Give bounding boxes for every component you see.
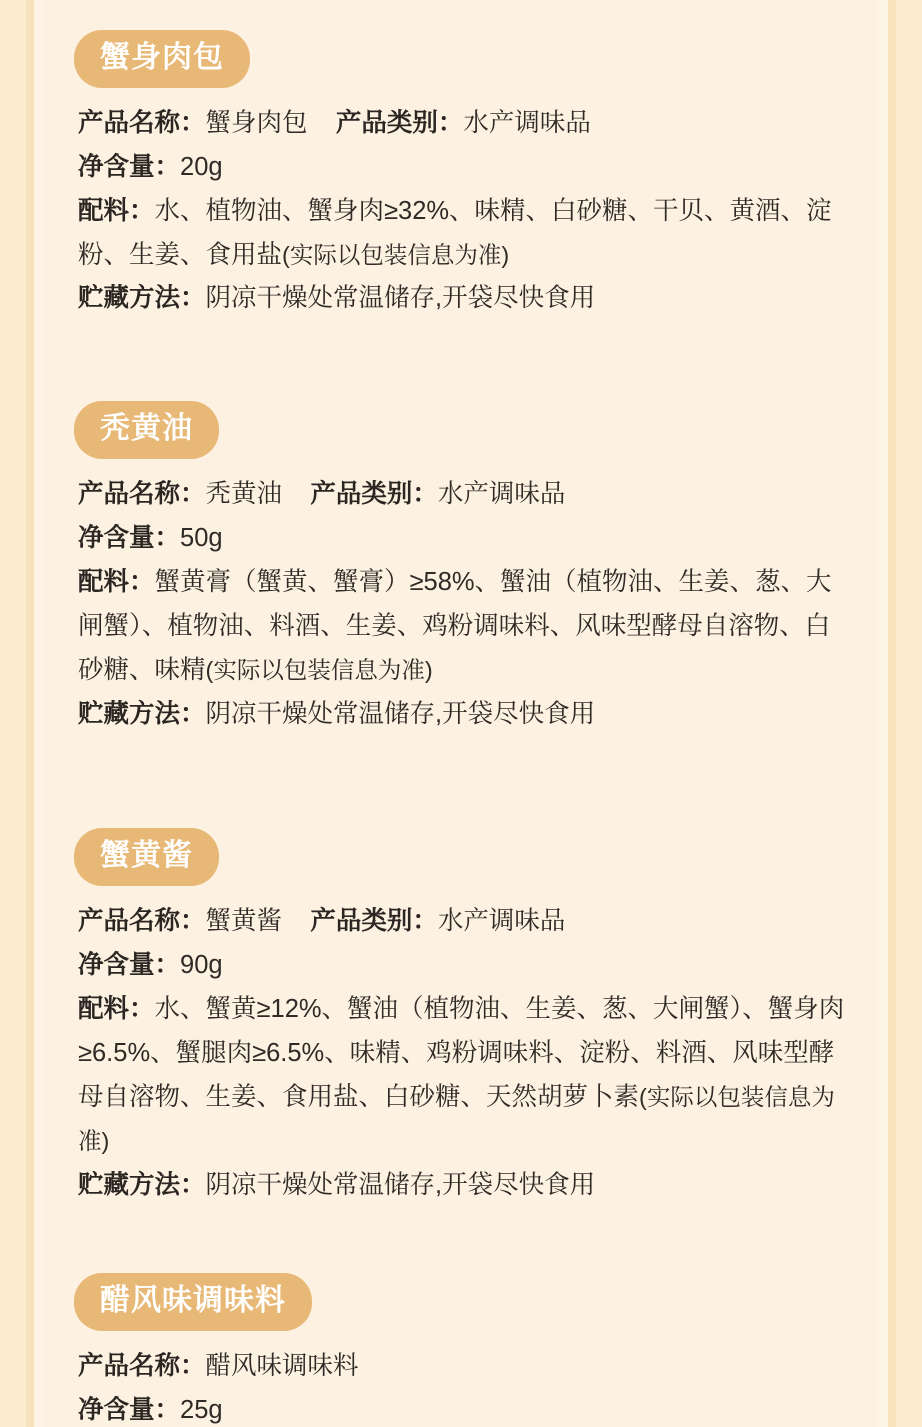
net-content-label-3: 净含量：: [78, 951, 181, 980]
product-section-3: [74, 828, 848, 1207]
product-title-pill-1: 蟹身肉包: [74, 30, 250, 88]
ingredients-label-1: 配料：: [78, 196, 155, 225]
product-name-label-4: 产品名称：: [78, 1352, 206, 1381]
product-category-label-3: 产品类别：: [310, 907, 438, 936]
product-category-value-3: 水产调味品: [437, 907, 566, 936]
ingredients-row-3: [78, 988, 848, 1163]
product-name-label-1: 产品名称：: [78, 109, 206, 137]
product-name-label-2: 产品名称：: [78, 480, 206, 509]
product-spec-list: [44, 0, 878, 1427]
section-spacer-2: [74, 742, 848, 828]
net-content-value-4: 25g: [180, 1396, 223, 1425]
ingredients-note-3: (实际以包装信息为准): [78, 1083, 835, 1154]
product-fields-3: [74, 900, 848, 1207]
ingredients-label-3: 配料：: [78, 995, 155, 1024]
product-name-row-2: [78, 473, 848, 517]
ingredients-row-2: [78, 561, 848, 693]
product-fields-1: [74, 102, 848, 321]
ingredients-label-2: 配料：: [78, 568, 155, 597]
storage-row-2: [78, 693, 848, 737]
net-content-value-1: 20g: [180, 152, 223, 181]
product-name-value-4: 醋风味调味料: [205, 1352, 359, 1381]
storage-label-3: 贮藏方法：: [78, 1170, 206, 1199]
product-category-label-1: 产品类别：: [335, 109, 464, 137]
net-content-row-3: [78, 944, 848, 988]
ingredients-value-1: 水、植物油、蟹身肉≥32%、味精、白砂糖、干贝、黄酒、淀粉、生姜、食用盐: [78, 196, 832, 269]
net-content-row-4: [78, 1389, 848, 1427]
product-fields-2: [74, 473, 848, 736]
product-section-1: [74, 30, 848, 321]
section-spacer-1: [74, 327, 848, 401]
net-content-row-1: [78, 146, 848, 190]
product-title-pill-3: 蟹黄酱: [74, 828, 219, 886]
net-content-label-4: 净含量：: [78, 1396, 181, 1425]
product-category-label-2: 产品类别：: [310, 480, 438, 509]
product-name-label-3: 产品名称：: [78, 907, 206, 936]
product-fields-4: [74, 1345, 848, 1427]
storage-value-1: 阴凉干燥处常温储存,开袋尽快食用: [205, 284, 596, 313]
product-category-value-1: 水产调味品: [463, 109, 591, 137]
net-content-value-2: 50g: [180, 524, 223, 553]
storage-row-1: [78, 277, 848, 321]
product-section-2: [74, 401, 848, 736]
ingredients-note-2: (实际以包装信息为准): [205, 656, 433, 683]
storage-value-3: 阴凉干燥处常温储存,开袋尽快食用: [205, 1170, 596, 1199]
net-content-label-2: 净含量：: [78, 524, 181, 553]
ingredients-value-2: 蟹黄膏（蟹黄、蟹膏）≥58%、蟹油（植物油、生姜、葱、大闸蟹）、植物油、料酒、生姜、鸡粉调味料、风味型酵母自溶物、白砂糖、味精: [78, 568, 832, 684]
product-name-row-4: [78, 1345, 848, 1389]
product-name-value-2: 秃黄油: [205, 480, 283, 509]
storage-label-1: 贮藏方法：: [78, 284, 206, 313]
storage-row-3: [78, 1164, 848, 1208]
ingredients-note-1: (实际以包装信息为准): [282, 241, 510, 268]
product-name-value-3: 蟹黄酱: [205, 907, 283, 936]
section-spacer-3: [74, 1213, 848, 1273]
product-name-row-1: [78, 102, 848, 146]
product-title-pill-4: 醋风味调味料: [74, 1273, 312, 1331]
net-content-row-2: [78, 517, 848, 561]
product-name-value-1: 蟹身肉包: [205, 109, 308, 137]
product-section-4: [74, 1273, 848, 1427]
ingredients-value-3: 水、蟹黄≥12%、蟹油（植物油、生姜、葱、大闸蟹）、蟹身肉≥6.5%、蟹腿肉≥6.5%、味精、鸡粉调味料、淀粉、料酒、风味型酵母自溶物、生姜、食用盐、白砂糖、天然胡萝卜素: [78, 995, 845, 1111]
ingredients-row-1: [78, 190, 848, 278]
product-category-value-2: 水产调味品: [437, 480, 566, 509]
product-title-pill-2: 秃黄油: [74, 401, 219, 459]
storage-value-2: 阴凉干燥处常温储存,开袋尽快食用: [205, 699, 596, 728]
storage-label-2: 贮藏方法：: [78, 699, 206, 728]
net-content-label-1: 净含量：: [78, 152, 181, 181]
net-content-value-3: 90g: [180, 951, 223, 980]
product-name-row-3: [78, 900, 848, 944]
